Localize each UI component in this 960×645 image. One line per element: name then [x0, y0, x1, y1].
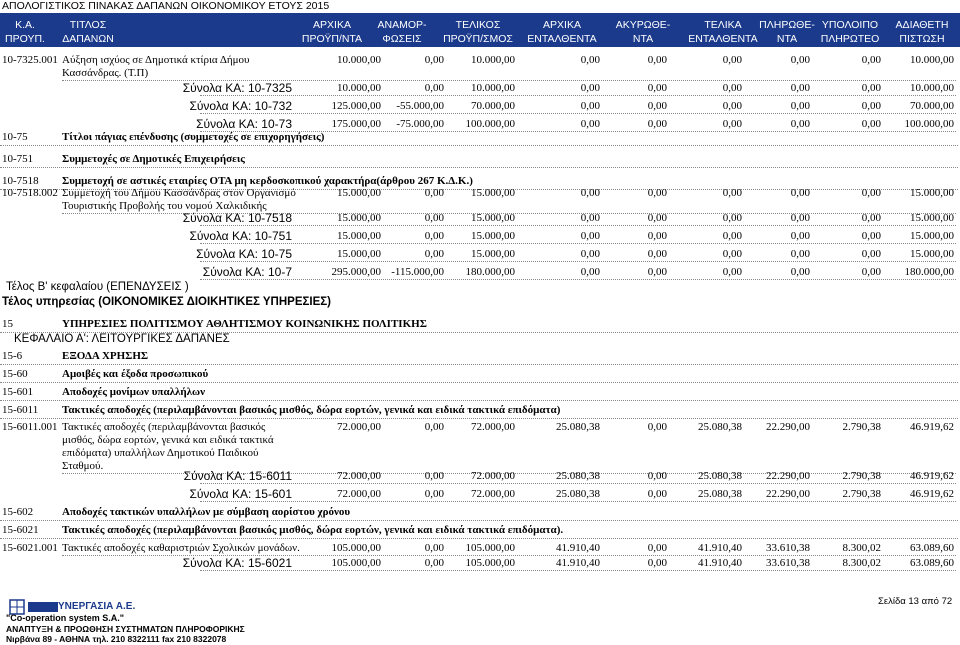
- column-header-line1: K.A.: [15, 19, 35, 31]
- item-value: 41.910,40: [556, 542, 600, 554]
- table-header: [0, 13, 960, 47]
- total-value: 46.919,62: [910, 470, 954, 482]
- column-header-line2: ΠΡΟΫΠ/ΝΤΑ: [301, 33, 363, 45]
- total-value: 0,00: [790, 212, 810, 224]
- section-title: Αποδοχές τακτικών υπαλλήλων με σύμβαση αορίστου χρόνου: [62, 506, 351, 518]
- section-code: 15-602: [2, 506, 34, 518]
- total-value: 0,00: [424, 488, 444, 500]
- total-label: Σύνολα ΚΑ: 10-7: [202, 265, 292, 279]
- section-title: ΥΠΗΡΕΣΙΕΣ ΠΟΛΙΤΙΣΜΟΥ ΑΘΛΗΤΙΣΜΟΥ ΚΟΙΝΩΝΙΚΗΣ ΠΟΛΙΤΙΚΗΣ: [62, 318, 427, 330]
- total-value: 0,00: [647, 488, 667, 500]
- total-value: 0,00: [647, 230, 667, 242]
- total-value: 0,00: [647, 100, 667, 112]
- total-value: 0,00: [424, 557, 444, 569]
- item-title-line: μισθός, δώρα εορτών, γενικά και ειδικά τακτικά: [62, 434, 274, 446]
- item-title-line: Σταθμού.: [62, 460, 104, 472]
- total-value: -115.000,00: [391, 266, 444, 278]
- section-code: 15: [2, 318, 13, 330]
- total-value: 0,00: [722, 100, 742, 112]
- item-code: 10-7518.002: [2, 187, 58, 199]
- total-value: 105.000,00: [331, 557, 381, 569]
- item-value: 15.000,00: [471, 187, 515, 199]
- total-value: 10.000,00: [337, 82, 381, 94]
- total-value: 10.000,00: [471, 82, 515, 94]
- section-heading: Τέλος υπηρεσίας (ΟΙΚΟΝΟΜΙΚΕΣ ΔΙΟΙΚΗΤΙΚΕΣ ΥΠΗΡΕΣΙΕΣ): [2, 296, 331, 308]
- item-value: 0,00: [647, 421, 667, 433]
- total-value: 63.089,60: [910, 557, 954, 569]
- item-value: 0,00: [647, 542, 667, 554]
- item-value: 10.000,00: [471, 54, 515, 66]
- total-value: 0,00: [722, 266, 742, 278]
- total-value: 0,00: [647, 248, 667, 260]
- row-divider: [0, 382, 958, 383]
- item-value: 41.910,40: [698, 542, 742, 554]
- total-value: 0,00: [424, 230, 444, 242]
- total-value: 15.000,00: [910, 230, 954, 242]
- item-value: 0,00: [861, 187, 881, 199]
- item-title-line: Τακτικές αποδοχές καθαριστριών Σχολικών μονάδων.: [62, 542, 300, 554]
- total-value: 33.610,38: [766, 557, 810, 569]
- row-divider: [200, 483, 956, 484]
- item-title-line: Κασσάνδρας. (Τ.Π): [62, 67, 149, 79]
- total-value: 25.080,38: [698, 470, 742, 482]
- total-value: 0,00: [790, 118, 810, 130]
- section-title: ΕΞΟΔΑ ΧΡΗΣΗΣ: [62, 350, 149, 362]
- item-code: 10-7325.001: [2, 54, 58, 66]
- total-value: 0,00: [861, 100, 881, 112]
- item-code: 15-6011.001: [2, 421, 58, 433]
- item-value: 15.000,00: [337, 187, 381, 199]
- item-value: 2.790,38: [842, 421, 881, 433]
- total-value: 25.080,38: [556, 488, 600, 500]
- total-value: 15.000,00: [337, 212, 381, 224]
- total-value: 0,00: [722, 82, 742, 94]
- total-value: 0,00: [722, 230, 742, 242]
- total-value: 0,00: [722, 118, 742, 130]
- row-divider: [200, 243, 956, 244]
- item-value: 0,00: [424, 54, 444, 66]
- total-value: 175.000,00: [331, 118, 381, 130]
- section-title: Τακτικές αποδοχές (περιλαμβάνονται βασικός μισθός, δώρα εορτών, γενικά και ειδικά τακτικά επιδόματα).: [62, 524, 564, 536]
- footer-address: Νιρβάνα 89 - ΑΘΗΝΑ τηλ. 210 8322111 fax 210 8322078: [6, 634, 227, 644]
- section-code: 15-6021: [2, 524, 39, 536]
- item-value: 25.080,38: [556, 421, 600, 433]
- section-code: 15-601: [2, 386, 34, 398]
- column-header-line2: ΠΙΣΤΩΣΗ: [899, 33, 945, 45]
- item-value: 46.919,62: [910, 421, 954, 433]
- total-label: Σύνολα ΚΑ: 10-751: [189, 229, 292, 243]
- total-value: 0,00: [861, 118, 881, 130]
- total-value: -75.000,00: [396, 118, 444, 130]
- column-header-line1: ΑΡΧΙΚΑ: [543, 19, 581, 31]
- total-value: 72.000,00: [337, 488, 381, 500]
- total-value: 0,00: [580, 100, 600, 112]
- total-value: 15.000,00: [337, 230, 381, 242]
- total-value: 0,00: [861, 82, 881, 94]
- row-divider: [0, 520, 958, 521]
- total-label: Σύνολα ΚΑ: 10-7325: [182, 81, 292, 95]
- row-divider: [200, 261, 956, 262]
- page-number: Σελίδα 13 από 72: [878, 596, 953, 607]
- total-value: 0,00: [861, 248, 881, 260]
- total-value: 105.000,00: [465, 557, 515, 569]
- total-value: 0,00: [424, 248, 444, 260]
- item-value: 0,00: [722, 187, 742, 199]
- total-value: 15.000,00: [910, 212, 954, 224]
- total-value: 22.290,00: [766, 470, 810, 482]
- item-value: 0,00: [861, 54, 881, 66]
- total-value: 0,00: [722, 212, 742, 224]
- row-divider: [0, 400, 958, 401]
- total-value: 0,00: [861, 212, 881, 224]
- column-header-line2: ΠΡΟΫΠ/ΣΜΟΣ: [443, 33, 513, 45]
- column-header-line2: ΔΑΠΑΝΩΝ: [62, 33, 114, 45]
- column-header-line1: ΑΔΙΑΘΕΤΗ: [895, 19, 949, 31]
- section-title: Τακτικές αποδοχές (περιλαμβάνονται βασικός μισθός, δώρα εορτών, γενικά και ειδικά τακτικά επιδόματα): [62, 404, 561, 416]
- section-title: Αποδοχές μονίμων υπαλλήλων: [62, 386, 206, 398]
- total-value: 25.080,38: [556, 470, 600, 482]
- footer-company: ΣΥΝΕΡΓΑΣΙΑ Α.Ε.: [52, 601, 136, 612]
- item-value: 105.000,00: [465, 542, 515, 554]
- total-value: 295.000,00: [331, 266, 381, 278]
- column-header-line2: ΠΡΟΥΠ.: [5, 33, 45, 45]
- item-value: 0,00: [424, 187, 444, 199]
- item-value: 0,00: [580, 54, 600, 66]
- total-value: 0,00: [580, 266, 600, 278]
- total-value: 0,00: [790, 266, 810, 278]
- row-divider: [0, 538, 958, 539]
- column-header-line1: ΤΙΤΛΟΣ: [69, 19, 107, 31]
- total-value: 0,00: [790, 248, 810, 260]
- section-code: 10-751: [2, 153, 34, 165]
- total-value: 0,00: [424, 82, 444, 94]
- footer-tagline: "Co-operation system S.A.": [6, 613, 125, 623]
- item-value: 72.000,00: [337, 421, 381, 433]
- total-value: 100.000,00: [465, 118, 515, 130]
- section-title: Τίτλοι πάγιας επένδυσης (συμμετοχές σε επιχορηγήσεις): [62, 131, 325, 143]
- total-label: Σύνολα ΚΑ: 10-7518: [182, 211, 292, 225]
- item-title-line: Τουριστικής Προβολής του νομού Χαλκιδικής: [62, 200, 267, 212]
- item-title-line: Τακτικές αποδοχές (περιλαμβάνονται βασικός: [62, 421, 266, 433]
- column-header-line2: ΕΝΤΑΛΘΕΝΤΑ: [688, 33, 758, 45]
- column-header-line2: ΝΤΑ: [632, 33, 654, 45]
- total-value: 0,00: [790, 82, 810, 94]
- item-value: 22.290,00: [766, 421, 810, 433]
- row-divider: [200, 501, 956, 502]
- item-value: 63.089,60: [910, 542, 954, 554]
- column-header-line2: ΝΤΑ: [776, 33, 798, 45]
- column-header-line1: ΑΡΧΙΚΑ: [313, 19, 351, 31]
- total-value: 0,00: [647, 212, 667, 224]
- column-header-line1: ΤΕΛΙΚΑ: [704, 19, 742, 31]
- total-value: 22.290,00: [766, 488, 810, 500]
- total-value: 0,00: [424, 212, 444, 224]
- column-header-line1: ΤΕΛΙΚΟΣ: [455, 19, 501, 31]
- item-value: 0,00: [722, 54, 742, 66]
- total-label: Σύνολα ΚΑ: 10-75: [196, 247, 292, 261]
- total-value: 0,00: [580, 230, 600, 242]
- total-value: 10.000,00: [910, 82, 954, 94]
- total-value: 0,00: [790, 230, 810, 242]
- total-value: 41.910,40: [556, 557, 600, 569]
- item-value: 0,00: [424, 421, 444, 433]
- total-value: 125.000,00: [331, 100, 381, 112]
- total-value: 41.910,40: [698, 557, 742, 569]
- total-value: 46.919,62: [910, 488, 954, 500]
- item-value: 105.000,00: [331, 542, 381, 554]
- total-value: 0,00: [580, 248, 600, 260]
- item-title-line: Αύξηση ισχύος σε Δημοτικά κτίρια Δήμου: [62, 54, 250, 66]
- row-divider: [0, 145, 958, 146]
- column-header-line1: ΑΚΥΡΩΘΕ-: [615, 19, 671, 31]
- total-value: 0,00: [580, 212, 600, 224]
- row-divider: [0, 167, 958, 168]
- item-value: 0,00: [580, 187, 600, 199]
- total-value: 15.000,00: [471, 230, 515, 242]
- item-title-line: Συμμετοχή του Δήμου Κασσάνδρας στον Οργανισμό: [62, 187, 296, 199]
- row-divider: [200, 113, 956, 114]
- total-value: 72.000,00: [471, 470, 515, 482]
- row-divider: [200, 225, 956, 226]
- total-value: 0,00: [647, 557, 667, 569]
- total-label: Σύνολα ΚΑ: 10-73: [196, 117, 292, 131]
- footer-description: ΑΝΑΠΤΥΞΗ & ΠΡΟΩΘΗΣΗ ΣΥΣΤΗΜΑΤΩΝ ΠΛΗΡΟΦΟΡΙΚΗΣ: [6, 624, 245, 634]
- item-code: 15-6021.001: [2, 542, 58, 554]
- section-code: 10-7518: [2, 175, 39, 187]
- item-value: 8.300,02: [842, 542, 881, 554]
- total-value: 100.000,00: [904, 118, 954, 130]
- section-title: Συμμετοχή σε αστικές εταιρίες ΟΤΑ μη κερδοσκοπικού χαρακτήρα(άρθρου 267 Κ.Δ.Κ.): [62, 175, 473, 187]
- total-value: 72.000,00: [471, 488, 515, 500]
- total-value: 2.790,38: [842, 470, 881, 482]
- item-value: 15.000,00: [910, 187, 954, 199]
- item-value: 10.000,00: [910, 54, 954, 66]
- section-title: Αμοιβές και έξοδα προσωπικού: [62, 368, 209, 380]
- total-value: 72.000,00: [337, 470, 381, 482]
- total-value: 70.000,00: [910, 100, 954, 112]
- column-header-line1: ΥΠΟΛΟΙΠΟ: [821, 19, 879, 31]
- row-divider: [200, 570, 956, 571]
- total-value: 0,00: [647, 82, 667, 94]
- column-header: [38, 18, 138, 46]
- item-value: 33.610,38: [766, 542, 810, 554]
- item-value: 25.080,38: [698, 421, 742, 433]
- total-value: 0,00: [861, 230, 881, 242]
- total-label: Σύνολα ΚΑ: 15-6011: [183, 469, 292, 483]
- column-header-line2: ΕΝΤΑΛΘΕΝΤΑ: [527, 33, 597, 45]
- total-value: 8.300,02: [842, 557, 881, 569]
- section-heading: Τέλος Β' κεφαλαίου (ΕΠΕΝΔΥΣΕΙΣ ): [6, 281, 189, 293]
- item-value: 72.000,00: [471, 421, 515, 433]
- item-value: 0,00: [790, 54, 810, 66]
- report-title-bar: [0, 0, 960, 13]
- row-divider: [200, 279, 956, 280]
- total-value: 15.000,00: [337, 248, 381, 260]
- column-header-line2: ΠΛΗΡΩΤΕΟ: [820, 33, 880, 45]
- total-value: 25.080,38: [698, 488, 742, 500]
- section-code: 15-60: [2, 368, 28, 380]
- total-value: 0,00: [722, 248, 742, 260]
- total-label: Σύνολα ΚΑ: 15-6021: [182, 556, 292, 570]
- total-value: 0,00: [580, 82, 600, 94]
- section-title: Συμμετοχές σε Δημοτικές Επιχειρήσεις: [62, 153, 245, 165]
- row-divider: [200, 95, 956, 96]
- item-value: 0,00: [647, 187, 667, 199]
- total-value: 0,00: [647, 118, 667, 130]
- item-value: 10.000,00: [337, 54, 381, 66]
- column-header-line1: ΑΝΑΜΟΡ-: [377, 19, 427, 31]
- report-title: ΑΠΟΛΟΓΙΣΤΙΚΟΣ ΠΙΝΑΚΑΣ ΔΑΠΑΝΩΝ ΟΙΚΟΝΟΜΙΚΟΥ ΕΤΟΥΣ 2015: [2, 0, 330, 12]
- total-value: 0,00: [790, 100, 810, 112]
- column-header: [872, 18, 960, 46]
- total-value: 180.000,00: [904, 266, 954, 278]
- item-title-line: επιδόματα) υπαλλήλων Δημοτικού Παιδικού: [62, 447, 259, 459]
- column-header-line2: ΦΩΣΕΙΣ: [382, 33, 422, 45]
- total-value: 0,00: [647, 470, 667, 482]
- section-code: 15-6011: [2, 404, 39, 416]
- total-value: 15.000,00: [910, 248, 954, 260]
- total-label: Σύνολα ΚΑ: 15-601: [189, 487, 292, 501]
- section-code: 10-75: [2, 131, 28, 143]
- total-value: 0,00: [647, 266, 667, 278]
- total-label: Σύνολα ΚΑ: 10-732: [189, 99, 292, 113]
- total-value: 180.000,00: [465, 266, 515, 278]
- total-value: 2.790,38: [842, 488, 881, 500]
- item-value: 0,00: [424, 542, 444, 554]
- total-value: -55.000,00: [396, 100, 444, 112]
- total-value: 0,00: [580, 118, 600, 130]
- total-value: 15.000,00: [471, 212, 515, 224]
- section-heading: ΚΕΦΑΛΑΙΟ Α': ΛΕΙΤΟΥΡΓΙΚΕΣ ΔΑΠΑΝΕΣ: [14, 333, 230, 345]
- section-code: 15-6: [2, 350, 23, 362]
- total-value: 15.000,00: [471, 248, 515, 260]
- total-value: 0,00: [861, 266, 881, 278]
- item-value: 0,00: [790, 187, 810, 199]
- row-divider: [0, 418, 958, 419]
- total-value: 70.000,00: [471, 100, 515, 112]
- column-header-line1: ΠΛΗΡΩΘΕ-: [759, 19, 815, 31]
- item-value: 0,00: [647, 54, 667, 66]
- row-divider: [0, 364, 958, 365]
- total-value: 0,00: [424, 470, 444, 482]
